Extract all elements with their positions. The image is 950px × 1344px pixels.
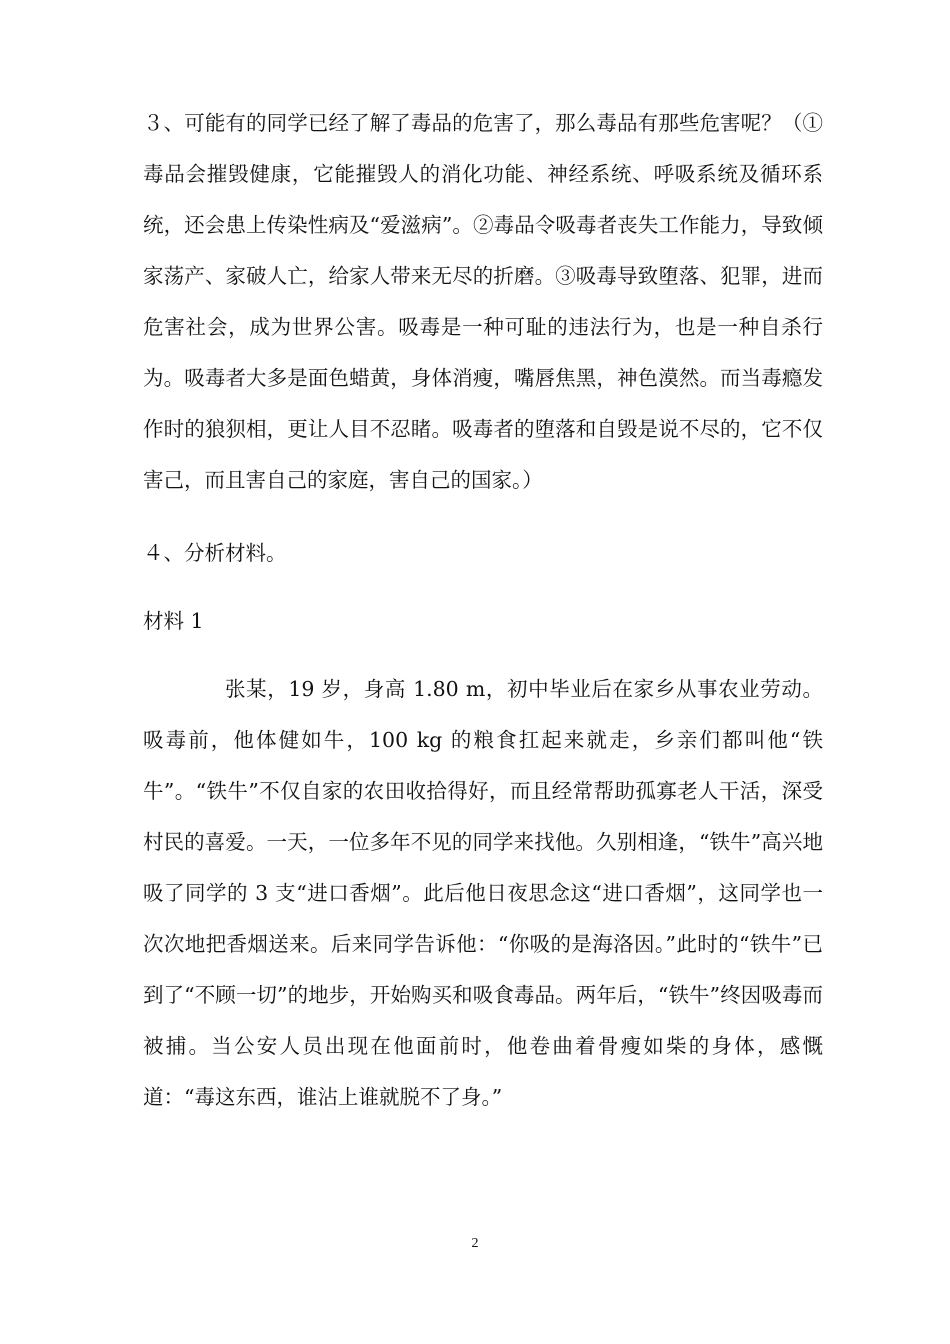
paragraph-material-heading: 材料 1	[143, 609, 204, 633]
page-number: 2	[471, 1236, 479, 1251]
paragraph-drug-harms: ３、可能有的同学已经了解了毒品的危害了，那么毒品有那些危害呢？（①毒品会摧毁健康，它能摧毁人的消化功能、神经系统、呼吸系统及循环系统，还会患上传染性病及“爱滋病”。②毒品令吸毒者丧失工作能力，导致倾家荡产、家破人亡，给家人带来无尽的折磨。③吸毒导致堕落、犯罪，进而危害社会，成为世界公害。吸毒是一种可耻的违法行为，也是一种自杀行为。吸毒者大多是面色蜡黄，身体消瘦，嘴唇焦黑，神色漠然。而当毒瘾发作时的狼狈相，更让人目不忍睹。吸毒者的堕落和自毁是说不尽的，它不仅害己，而且害自己的家庭，害自己的国家。）	[143, 111, 823, 492]
paragraph-analyze-material: ４、分析材料。	[143, 541, 287, 565]
paragraph-material-story: 张某，19 岁，身高 1.80 m，初中毕业后在家乡从事农业劳动。吸毒前，他体健如牛，100 kg 的粮食扛起来就走，乡亲们都叫他“铁牛”。“铁牛”不仅自家的农田收拾得好，而且经常帮助孤寡老人干活，深受村民的喜爱。一天，一位多年不见的同学来找他。久别相逢，“铁牛”高兴地吸了同学的 3 支“进口香烟”。此后他日夜思念这“进口香烟”，这同学也一次次地把香烟送来。后来同学告诉他：“你吸的是海洛因。”此时的“铁牛”已到了“不顾一切”的地步，开始购买和吸食毒品。两年后，“铁牛”终因吸毒而被捕。当公安人员出现在他面前时，他卷曲着骨瘦如柴的身体，感慨道：“毒这东西，谁沾上谁就脱不了身。”	[143, 677, 823, 1109]
page-content	[143, 98, 823, 1123]
